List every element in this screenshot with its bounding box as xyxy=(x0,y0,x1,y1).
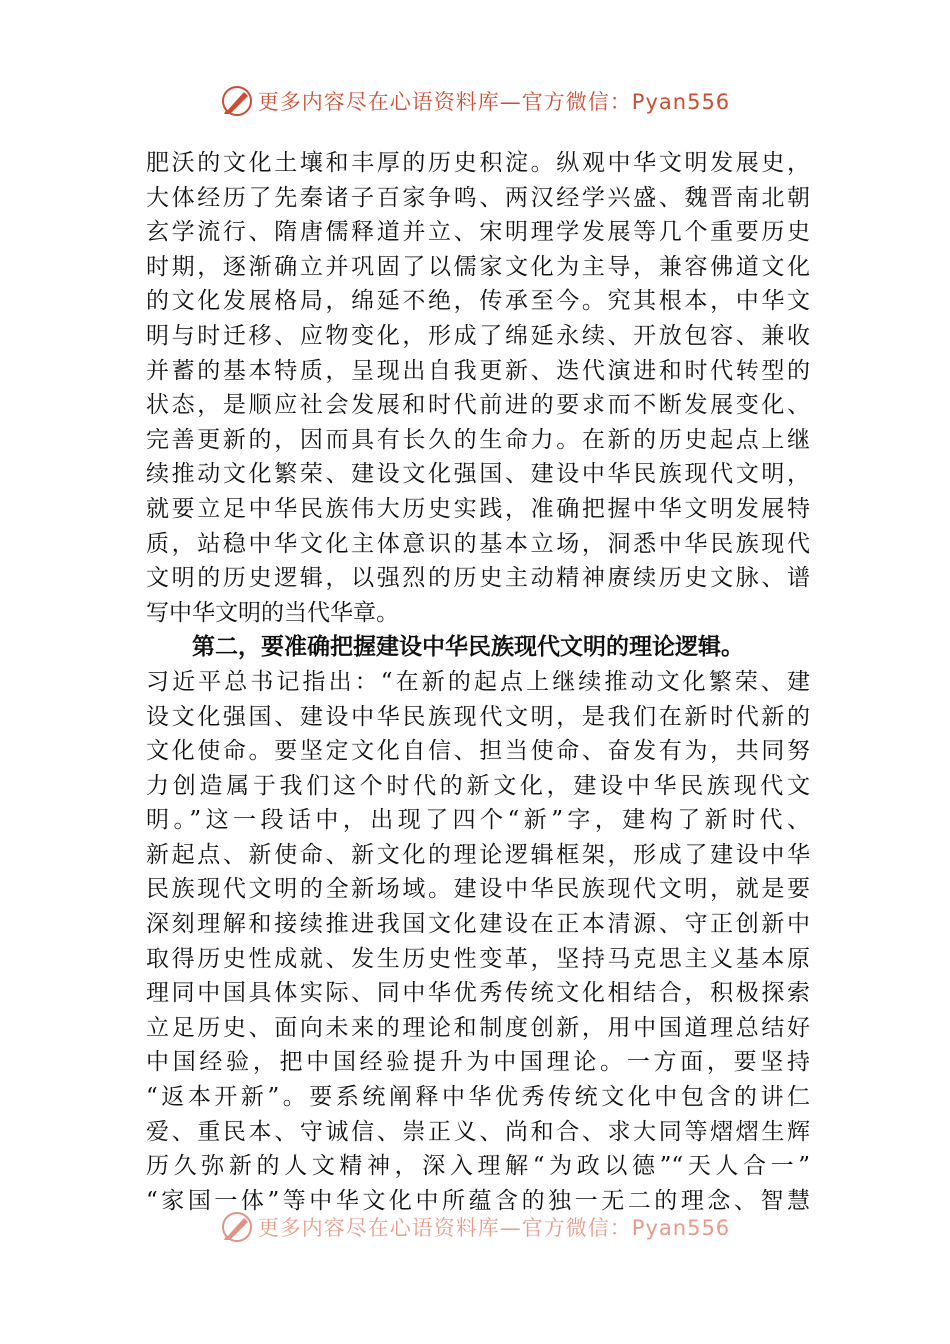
text-line: 新起点、新使命、新文化的理论逻辑框架，形成了建设中华 xyxy=(146,841,810,868)
text-line: “家国一体”等中华文化中所蕴含的独一无二的理念、智慧 xyxy=(146,1187,810,1214)
text-line: 明。”这一段话中，出现了四个“新”字，建构了新时代、 xyxy=(146,807,810,834)
paragraph-1 xyxy=(146,146,810,630)
section-heading-line xyxy=(146,630,810,665)
text-line: 就要立足中华民族伟大历史实践，准确把握中华文明发展特 xyxy=(146,495,810,522)
text-line: 文明的历史逻辑，以强烈的历史主动精神赓续历史文脉、谱 xyxy=(146,565,810,592)
page-footer-watermark xyxy=(0,1210,950,1244)
text-line: 力创造属于我们这个时代的新文化，建设中华民族现代文 xyxy=(146,772,810,799)
text-line: 文化使命。要坚定文化自信、担当使命、奋发有为，共同努 xyxy=(146,738,810,765)
text-line: 历久弥新的人文精神，深入理解“为政以德”“天人合一” xyxy=(146,1153,810,1180)
paragraph-2 xyxy=(146,630,810,1218)
text-line: 肥沃的文化土壤和丰厚的历史积淀。纵观中华文明发展史， xyxy=(146,150,810,176)
pen-logo-icon xyxy=(220,84,254,118)
text-line: 玄学流行、隋唐儒释道并立、宋明理学发展等几个重要历史 xyxy=(146,219,810,246)
text-line: 大体经历了先秦诸子百家争鸣、两汉经学兴盛、魏晋南北朝 xyxy=(146,184,810,211)
text-line: 写中华文明的当代华章。 xyxy=(146,599,399,626)
text-line: 状态，是顺应社会发展和时代前进的要求而不断发展变化、 xyxy=(146,392,810,419)
text-line: 深刻理解和接续推进我国文化建设在正本清源、守正创新中 xyxy=(146,911,810,938)
text-line: 并蓄的基本特质，呈现出自我更新、迭代演进和时代转型的 xyxy=(146,357,810,384)
text-line: 时期，逐渐确立并巩固了以儒家文化为主导，兼容佛道文化 xyxy=(146,253,810,280)
footer-text: 更多内容尽在心语资料库—官方微信：Pyan556 xyxy=(257,1216,731,1240)
text-line: 完善更新的，因而具有长久的生命力。在新的历史起点上继 xyxy=(146,426,810,453)
document-body xyxy=(146,146,810,1218)
text-line: 爱、重民本、守诚信、崇正义、尚和合、求大同等熠熠生辉 xyxy=(146,1118,810,1145)
text-line: 质，站稳中华文化主体意识的基本立场，洞悉中华民族现代 xyxy=(146,530,810,557)
text-line: 设文化强国、建设中华民族现代文明，是我们在新时代新的 xyxy=(146,703,810,730)
page-header-watermark xyxy=(0,84,950,118)
text-line: 的文化发展格局，绵延不绝，传承至今。究其根本，中华文 xyxy=(146,288,810,315)
text-line: 理同中国具体实际、同中华优秀传统文化相结合，积极探索 xyxy=(146,980,810,1007)
text-line: 中国经验，把中国经验提升为中国理论。一方面，要坚持 xyxy=(146,1049,810,1076)
text-line: 立足历史、面向未来的理论和制度创新，用中国道理总结好 xyxy=(146,1014,810,1041)
text-line: 习近平总书记指出：“在新的起点上继续推动文化繁荣、建 xyxy=(146,668,810,695)
text-line: 民族现代文明的全新场域。建设中华民族现代文明，就是要 xyxy=(146,876,810,903)
section-heading: 第二，要准确把握建设中华民族现代文明的理论逻辑。 xyxy=(192,633,744,661)
header-text: 更多内容尽在心语资料库—官方微信：Pyan556 xyxy=(257,90,731,114)
text-line: 明与时迁移、应物变化，形成了绵延永续、开放包容、兼收 xyxy=(146,322,810,349)
text-line: 续推动文化繁荣、建设文化强国、建设中华民族现代文明， xyxy=(146,461,810,488)
text-line: 取得历史性成就、发生历史性变革，坚持马克思主义基本原 xyxy=(146,945,810,972)
pen-logo-icon xyxy=(220,1210,254,1244)
text-line: “返本开新”。要系统阐释中华优秀传统文化中包含的讲仁 xyxy=(146,1084,810,1111)
